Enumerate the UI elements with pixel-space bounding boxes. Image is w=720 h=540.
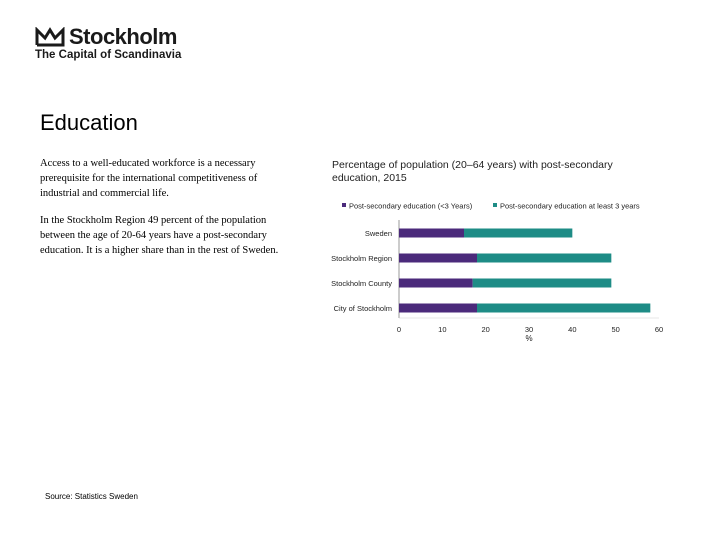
- bar-short-sweden: [399, 229, 464, 238]
- bar-short-city-of-stockholm: [399, 304, 477, 313]
- brand-logo: [35, 24, 215, 64]
- education-chart: [320, 150, 700, 350]
- x-tick-label: 20: [481, 325, 490, 334]
- x-tick-label: 30: [524, 325, 534, 334]
- bar-short-stockholm-county: [399, 279, 473, 288]
- category-label: Stockholm Region: [331, 254, 392, 263]
- bar-long-stockholm-county: [473, 279, 612, 288]
- brand-name: Stockholm: [69, 24, 177, 49]
- crown-icon: [35, 27, 65, 47]
- source-note: Source: Statistics Sweden: [45, 492, 138, 501]
- x-tick-label: 40: [568, 325, 577, 334]
- legend-label-series-1: Post-secondary education (<3 Years): [349, 201, 473, 211]
- legend-label-series-2: Post-secondary education at least 3 years: [500, 201, 640, 211]
- bar-long-sweden: [464, 229, 572, 238]
- bar-long-city-of-stockholm: [477, 304, 650, 313]
- category-label: Sweden: [364, 229, 392, 238]
- bar-short-stockholm-region: [399, 254, 477, 263]
- category-label: Stockholm County: [331, 279, 392, 288]
- x-tick-label: 60: [654, 325, 664, 334]
- x-tick-label: 0: [396, 325, 402, 334]
- x-tick-label: 50: [611, 325, 620, 334]
- bar-long-stockholm-region: [477, 254, 611, 263]
- brand-tagline: The Capital of Scandinavia: [35, 49, 182, 61]
- chart-title-line-2: education, 2015: [332, 172, 407, 184]
- chart-title-line-1: Percentage of population (20–64 years) with post-secondary: [332, 159, 613, 171]
- chart-legend: [342, 202, 640, 211]
- legend-swatch-series-2: [493, 203, 497, 207]
- legend-swatch-series-1: [342, 203, 346, 207]
- x-axis-label: %: [525, 334, 533, 343]
- stat-paragraph: In the Stockholm Region 49 percent of the population between the age of 20-64 years have a post-secondary education. It is a higher share than in the rest of Sweden.: [40, 215, 279, 256]
- x-tick-group: [397, 325, 663, 334]
- category-label: City of Stockholm: [333, 304, 392, 313]
- page-title: Education: [40, 110, 138, 135]
- intro-paragraph: Access to a well-educated workforce is a necessary prerequisite for the international competitiveness of industrial and commercial life.: [40, 158, 258, 199]
- bar-group: [399, 229, 650, 313]
- category-label-group: [331, 229, 392, 313]
- x-tick-label: 10: [438, 325, 447, 334]
